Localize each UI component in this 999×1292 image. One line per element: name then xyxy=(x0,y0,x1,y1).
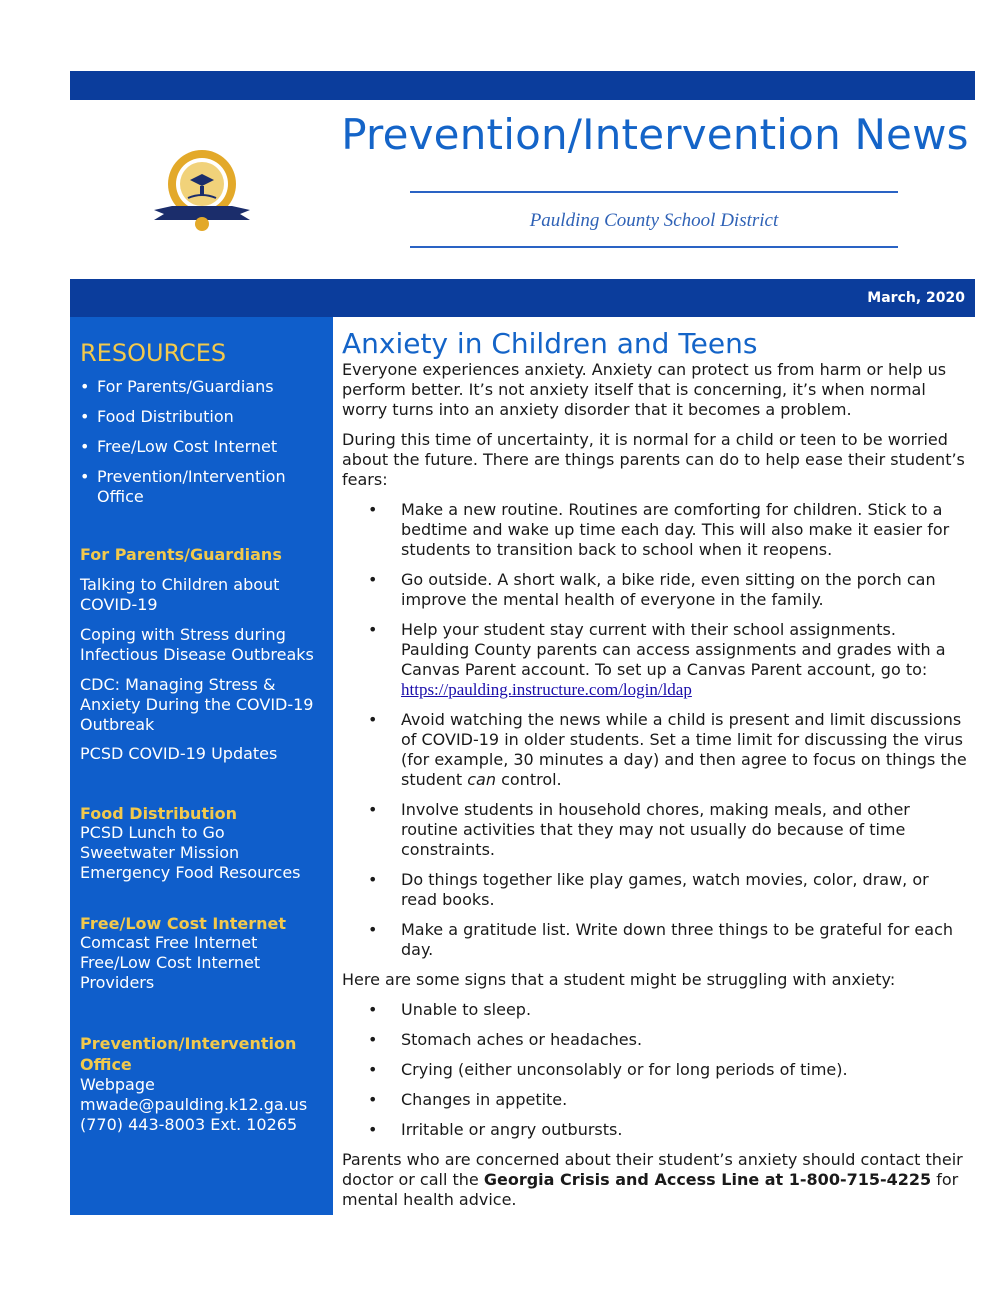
internet-heading: Free/Low Cost Internet xyxy=(80,914,286,933)
sign-item: • Changes in appetite. xyxy=(368,1090,568,1109)
article xyxy=(342,328,967,1220)
parents-heading: For Parents/Guardians xyxy=(80,545,282,564)
link-sweetwater-mission[interactable]: Sweetwater Mission xyxy=(80,843,240,862)
issue-date: March, 2020 xyxy=(867,290,965,306)
resource-item-office[interactable]: • Prevention/Intervention Office xyxy=(80,467,328,507)
link-internet-providers[interactable]: Free/Low Cost Internet Providers xyxy=(80,953,261,992)
date-bar xyxy=(70,279,975,317)
link-talking-to-children[interactable]: Talking to Children about COVID-19 xyxy=(80,575,280,614)
link-comcast-free-internet[interactable]: Comcast Free Internet xyxy=(80,933,258,952)
tip-item: • Make a gratitude list. Write down three things to be grateful for each day. xyxy=(368,920,953,959)
sign-item: • Stomach aches or headaches. xyxy=(368,1030,643,1049)
title-divider-bottom xyxy=(410,246,898,248)
resources-sidebar xyxy=(70,317,333,1215)
resource-item-parents[interactable]: • For Parents/Guardians xyxy=(80,377,328,397)
office-phone: (770) 443-8003 Ext. 10265 xyxy=(80,1115,298,1134)
sign-item: • Unable to sleep. xyxy=(368,1000,532,1019)
link-emergency-food[interactable]: Emergency Food Resources xyxy=(80,863,301,882)
tip-item: • Help your student stay current with their school assignments. Paulding County parents can access assignments and grades with a Canvas Parent account. To set up a Canvas Parent account, go to: https://paulding.instructure.com/login/ldap xyxy=(368,620,946,699)
tip-item: • Avoid watching the news while a child is present and limit discussions of COVID-19 in older students. Set a time limit for discussing the virus (for example, 30 minutes a day) and then agree to focus on things the student can control. xyxy=(368,710,967,789)
resource-item-food[interactable]: • Food Distribution xyxy=(80,407,328,427)
office-email[interactable]: mwade@paulding.k12.ga.us xyxy=(80,1095,308,1114)
food-heading: Food Distribution xyxy=(80,804,237,823)
article-intro: Everyone experiences anxiety. Anxiety can protect us from harm or help us perform better. It’s not anxiety itself that is concerning, it’s when normal worry turns into an anxiety disorder that it becomes a problem. xyxy=(342,360,947,419)
canvas-login-link[interactable]: https://paulding.instructure.com/login/ldap xyxy=(401,680,692,699)
tip-item: • Involve students in household chores, making meals, and other routine activities that they may not usually do because of time constraints. xyxy=(368,800,910,859)
resources-heading: RESOURCES xyxy=(80,339,227,367)
signs-intro: Here are some signs that a student might be struggling with anxiety: xyxy=(342,970,896,989)
sign-item: • Crying (either unconsolably or for long periods of time). xyxy=(368,1060,848,1079)
signs-list xyxy=(342,1000,967,1140)
newsletter-title: Prevention/Intervention News xyxy=(341,110,969,159)
top-banner-bar xyxy=(70,71,975,100)
link-pcsd-updates[interactable]: PCSD COVID-19 Updates xyxy=(80,744,278,763)
office-heading: Prevention/Intervention Office xyxy=(80,1034,297,1074)
link-cdc-managing-stress[interactable]: CDC: Managing Stress & Anxiety During the COVID-19 Outbreak xyxy=(80,675,314,734)
link-coping-with-stress[interactable]: Coping with Stress during Infectious Disease Outbreaks xyxy=(80,625,314,664)
tip-item: • Make a new routine. Routines are comforting for children. Stick to a bedtime and wake up time each day. This will also make it easier for students to transition back to school when it reopens. xyxy=(368,500,950,559)
link-lunch-to-go[interactable]: PCSD Lunch to Go xyxy=(80,823,225,842)
tip-item: • Go outside. A short walk, a bike ride, even sitting on the porch can improve the mental health of everyone in the family. xyxy=(368,570,936,609)
crisis-line: Georgia Crisis and Access Line at 1-800-715-4225 xyxy=(483,1170,932,1189)
article-context: During this time of uncertainty, it is normal for a child or teen to be worried about the future. There are things parents can do to help ease their student’s fears: xyxy=(342,430,965,489)
link-office-webpage[interactable]: Webpage xyxy=(80,1075,155,1094)
title-divider-top xyxy=(410,191,898,193)
tip-item: • Do things together like play games, watch movies, color, draw, or read books. xyxy=(368,870,929,909)
tips-list xyxy=(342,500,967,960)
sign-item: • Irritable or angry outbursts. xyxy=(368,1120,623,1139)
closing-paragraph: Parents who are concerned about their student’s anxiety should contact their doctor or call the Georgia Crisis and Access Line at 1-800-715-4225 for mental health advice. xyxy=(342,1150,963,1209)
district-name: Paulding County School District xyxy=(529,210,779,231)
article-title: Anxiety in Children and Teens xyxy=(342,327,758,360)
district-seal-logo xyxy=(150,148,254,232)
resources-list xyxy=(80,377,328,517)
resource-item-internet[interactable]: • Free/Low Cost Internet xyxy=(80,437,328,457)
